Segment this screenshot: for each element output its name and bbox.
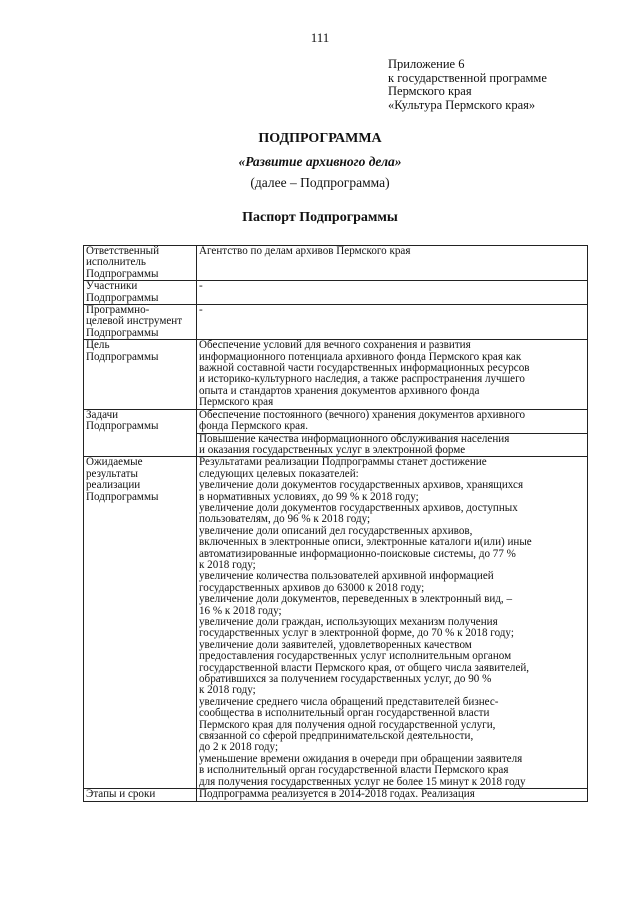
row-label-line: Подпрограммы bbox=[86, 291, 159, 304]
row-value-line: увеличение доли граждан, использующих механизм получения bbox=[199, 616, 498, 628]
table-row bbox=[84, 340, 588, 409]
table-row bbox=[84, 457, 588, 789]
page-number: 111 bbox=[310, 30, 330, 45]
row-label-line: Подпрограммы bbox=[86, 326, 159, 339]
passport-table-body bbox=[84, 246, 588, 802]
row-label-line: Подпрограммы bbox=[86, 267, 159, 280]
appendix-line: Пермского края bbox=[388, 84, 472, 98]
row-value-line: Результатами реализации Подпрограммы станет достижение bbox=[199, 456, 487, 469]
row-label-line: Подпрограммы bbox=[86, 350, 159, 363]
row-value-line: уменьшение времени ожидания в очереди при обращении заявителя bbox=[199, 752, 523, 765]
row-value-cell bbox=[197, 409, 588, 457]
row-value-line: увеличение доли описаний дел государственных архивов, bbox=[199, 524, 473, 537]
table-row bbox=[84, 409, 588, 457]
table-row bbox=[84, 305, 588, 340]
row-label-cell bbox=[84, 281, 197, 305]
table-row bbox=[84, 246, 588, 281]
row-value-line: пользователям, до 96 % к 2018 году; bbox=[199, 513, 371, 526]
row-value-cell bbox=[197, 246, 588, 281]
row-value-line: связанной со сферой предпринимательской деятельности, bbox=[199, 730, 474, 743]
row-value-line: предоставления государственных услуг исполнительным органом bbox=[199, 650, 512, 663]
row-label-line: Ожидаемые bbox=[86, 456, 143, 469]
row-value-line: увеличение количества пользователей архивной информацией bbox=[199, 570, 494, 583]
row-value-line: государственных архивов до 63000 к 2018 году; bbox=[199, 581, 425, 594]
table-row bbox=[84, 789, 588, 801]
row-label-cell bbox=[84, 409, 197, 457]
row-value-line: - bbox=[199, 280, 203, 293]
row-value-line: фонда Пермского края. bbox=[199, 420, 308, 433]
row-value-cell bbox=[197, 789, 588, 801]
row-label-line: реализации bbox=[86, 479, 141, 492]
row-value-line: для получения государственных услуг не более 15 минут к 2018 году bbox=[199, 775, 526, 788]
row-value-line: следующих целевых показателей: bbox=[199, 467, 359, 480]
row-value-line: государственной власти Пермского края, от общего числа заявителей, bbox=[199, 661, 530, 674]
row-value-line: 16 % к 2018 году; bbox=[199, 604, 282, 617]
row-value-line: в нормативных условиях, до 99 % к 2018 году; bbox=[199, 490, 419, 503]
row-value-line: и историко-культурного наследия, а также распространения лучшего bbox=[199, 373, 525, 386]
row-label-line: Задачи bbox=[86, 408, 119, 421]
row-value-line: опыта и стандартов хранения документов архивного фонда bbox=[199, 384, 480, 397]
subprogram-name: «Развитие архивного дела» bbox=[238, 154, 402, 169]
row-label-cell bbox=[84, 305, 197, 340]
subprogram-heading: ПОДПРОГРАММА bbox=[258, 131, 382, 146]
row-value-line: Подпрограмма реализуется в 2014-2018 годах. Реализация bbox=[199, 788, 475, 801]
row-value-line: Повышение качества информационного обслуживания населения bbox=[199, 432, 510, 445]
row-label-line: результаты bbox=[86, 467, 138, 480]
row-value-line: важной составной части государственных информационных ресурсов bbox=[199, 362, 530, 375]
appendix-note bbox=[388, 58, 547, 112]
subprogram-further: (далее – Подпрограмма) bbox=[250, 175, 390, 190]
row-value-line: к 2018 году; bbox=[199, 558, 256, 571]
row-value-line: Обеспечение постоянного (вечного) хранения документов архивного bbox=[199, 408, 526, 421]
row-value-line: Пермского края для получения одной государственной услуги, bbox=[199, 718, 496, 731]
appendix-line: «Культура Пермского края» bbox=[388, 97, 536, 112]
row-value-line: Пермского края bbox=[199, 396, 274, 409]
row-value-line: Агентство по делам архивов Пермского края bbox=[199, 245, 411, 257]
row-value-line: обратившихся за получением государственных услуг, до 90 % bbox=[199, 673, 492, 686]
row-label-line: Подпрограммы bbox=[86, 490, 159, 503]
row-value-line: увеличение доли документов государственных архивов, хранящихся bbox=[199, 479, 524, 492]
row-label-line: Этапы и сроки bbox=[86, 788, 156, 801]
row-value-cell bbox=[197, 457, 588, 789]
row-value-line: до 2 к 2018 году; bbox=[199, 741, 279, 754]
row-value-line: государственных услуг в электронной форме, до 70 % к 2018 году; bbox=[199, 627, 514, 640]
row-value-line: - bbox=[199, 304, 203, 317]
row-value-cell bbox=[197, 340, 588, 409]
row-label-line: Участники bbox=[86, 280, 138, 293]
passport-title: Паспорт Подпрограммы bbox=[242, 210, 398, 225]
row-value-line: увеличение доли заявителей, удовлетворенных качеством bbox=[199, 638, 472, 651]
row-label-cell bbox=[84, 340, 197, 409]
row-label-line: исполнитель bbox=[86, 256, 146, 269]
passport-table bbox=[83, 245, 588, 802]
row-value-line: Обеспечение условий для вечного сохранения и развития bbox=[199, 339, 471, 352]
row-label-line: Подпрограммы bbox=[86, 420, 159, 433]
row-label-cell bbox=[84, 246, 197, 281]
row-value-line: увеличение доли документов государственных архивов, доступных bbox=[199, 501, 518, 514]
row-value-line: увеличение доли документов, переведенных в электронный вид, – bbox=[199, 593, 513, 606]
row-value-line: включенных в электронные описи, электронные каталоги и(или) иные bbox=[199, 536, 532, 549]
row-label-line: Ответственный bbox=[86, 245, 160, 257]
appendix-line: Приложение 6 bbox=[388, 57, 465, 71]
appendix-line: к государственной программе bbox=[388, 70, 547, 85]
row-value-line: сообщества в исполнительный орган государственной власти bbox=[199, 707, 490, 720]
row-label-line: целевой инструмент bbox=[86, 315, 183, 328]
row-value-subsection bbox=[197, 433, 587, 457]
table-row bbox=[84, 281, 588, 305]
row-label-line: Программно- bbox=[86, 304, 150, 317]
row-value-line: автоматизированные информационно-поисковые системы, до 77 % bbox=[199, 547, 516, 560]
row-value-line: увеличение среднего числа обращений представителей бизнес- bbox=[199, 695, 499, 708]
row-value-cell bbox=[197, 281, 588, 305]
row-value-line: к 2018 году; bbox=[199, 684, 256, 697]
row-value-line: в исполнительный орган государственной власти Пермского края bbox=[199, 764, 509, 777]
row-value-line: и оказания государственных услуг в электронной форме bbox=[199, 443, 466, 456]
row-label-cell bbox=[84, 789, 197, 801]
row-label-line: Цель bbox=[86, 339, 110, 352]
row-value-line: информационного потенциала архивного фонда Пермского края как bbox=[199, 350, 522, 363]
row-label-cell bbox=[84, 457, 197, 789]
row-value-cell bbox=[197, 305, 588, 340]
